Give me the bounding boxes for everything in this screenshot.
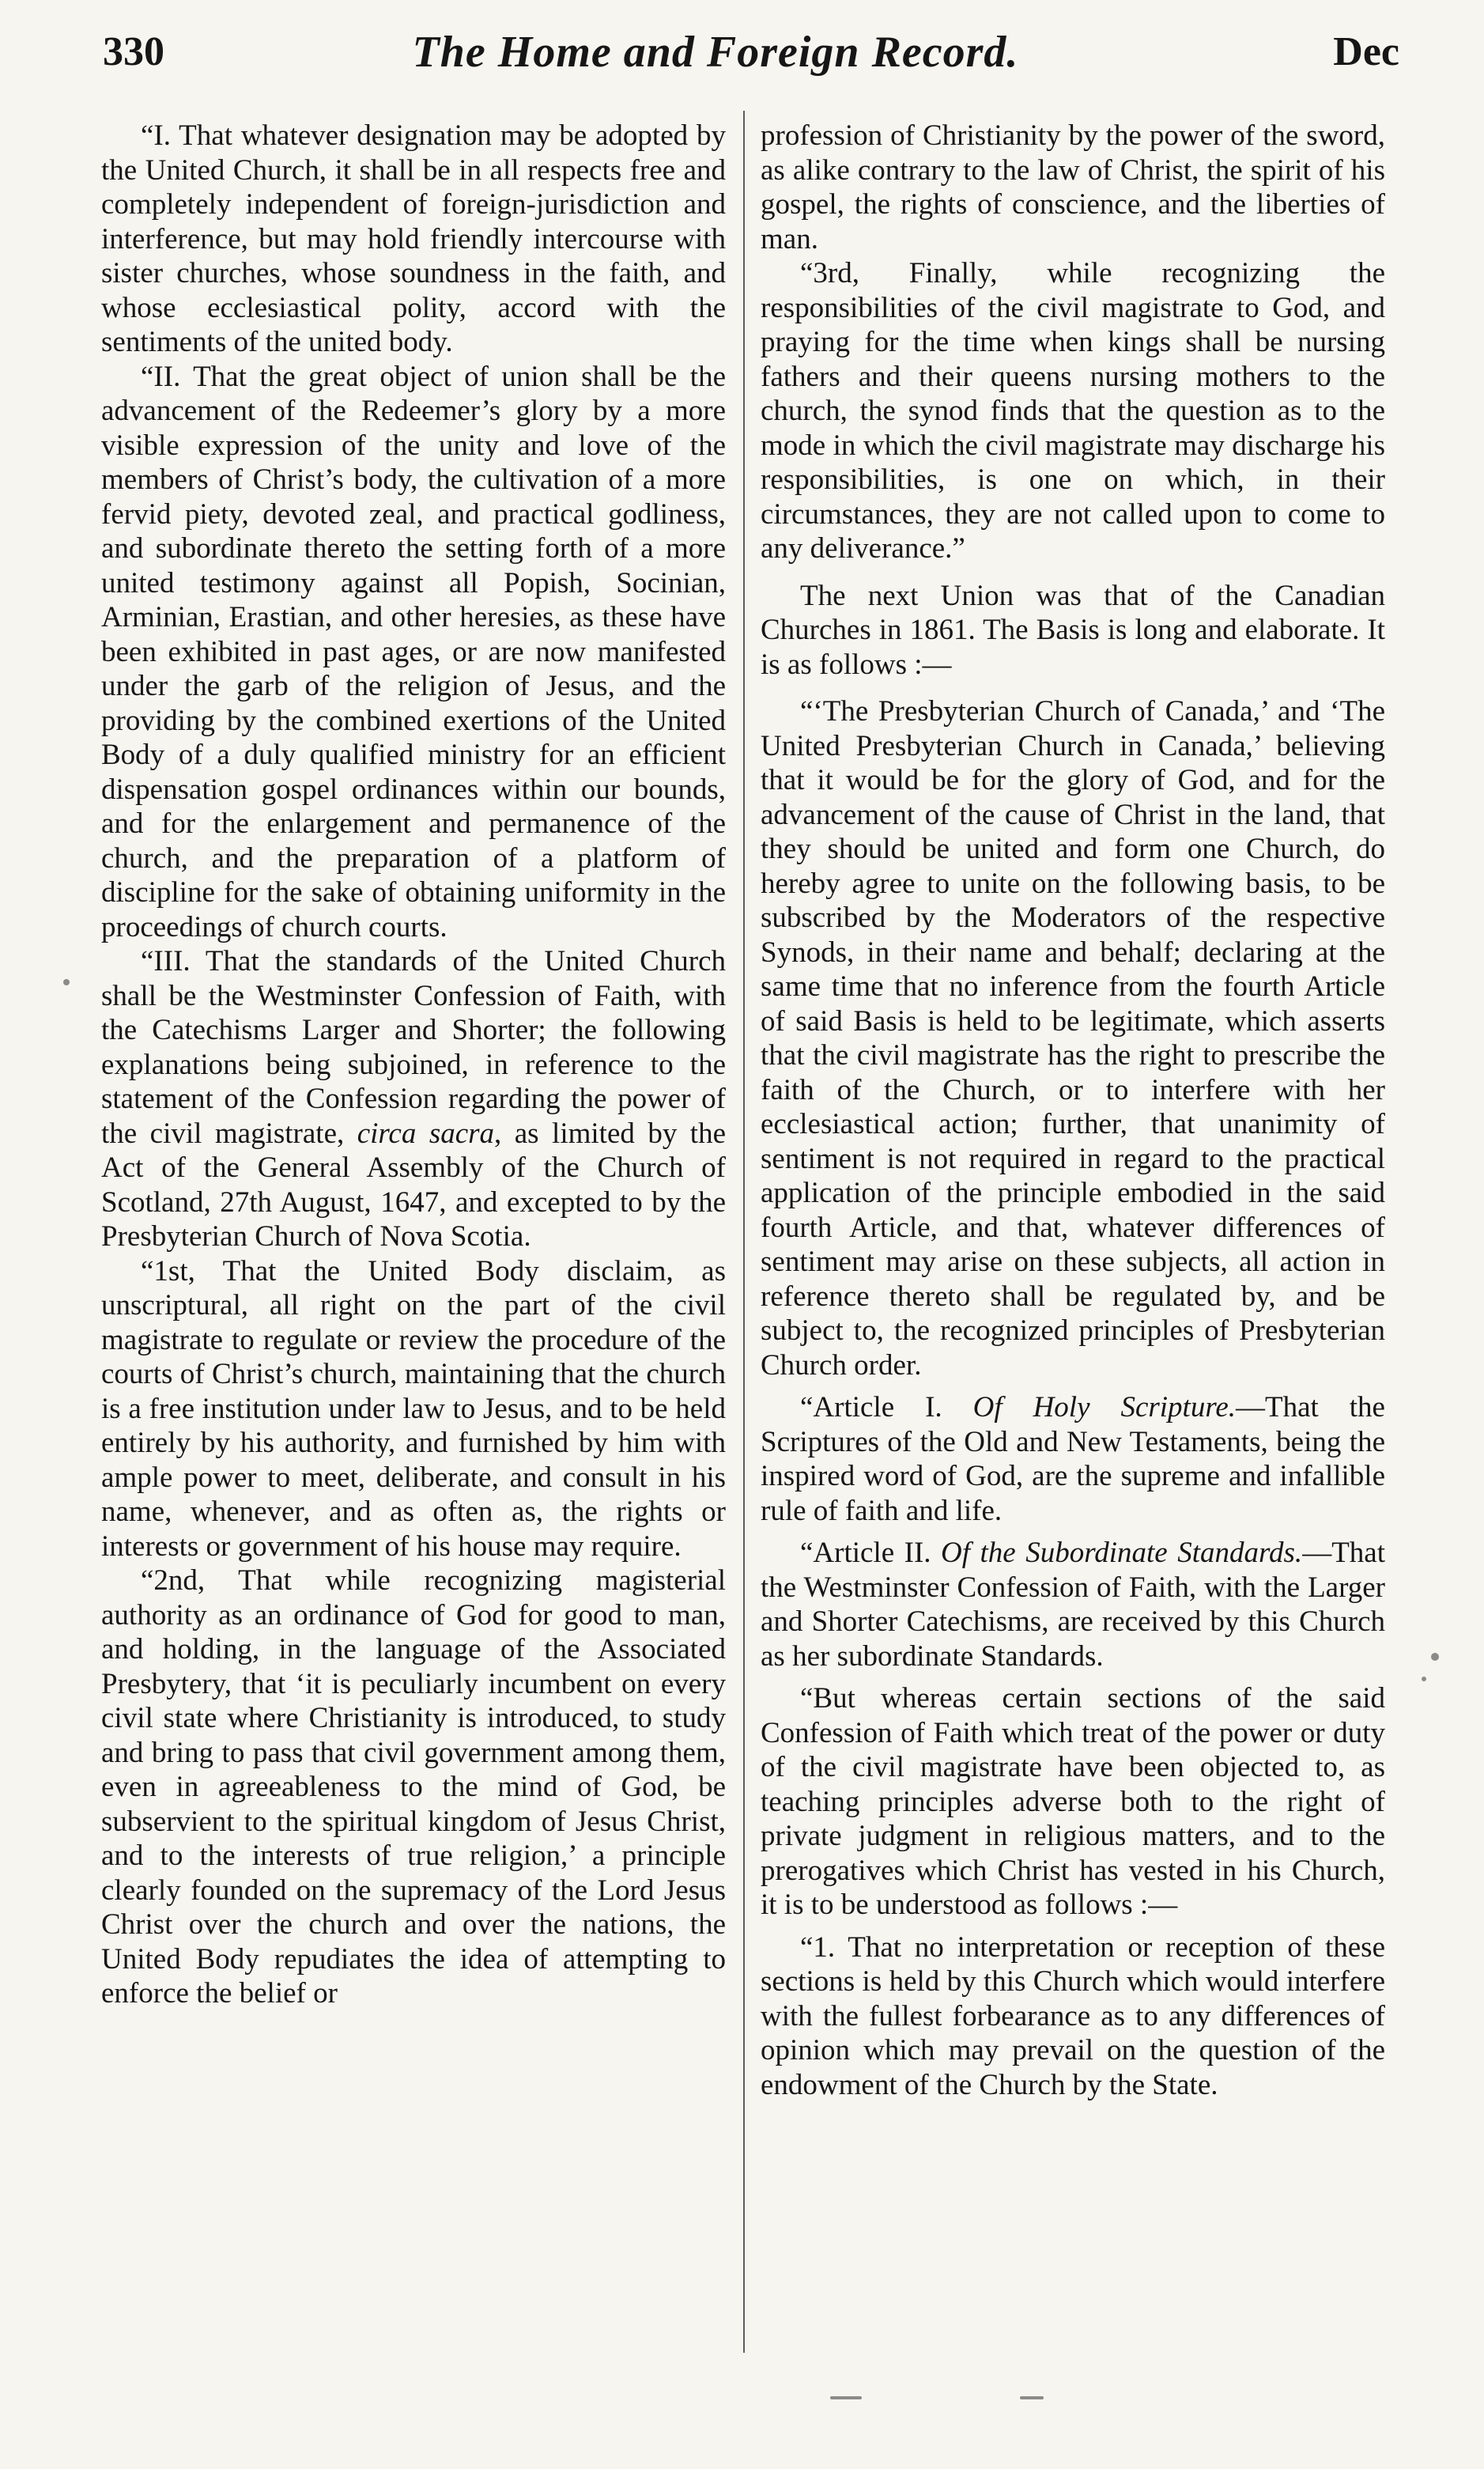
italic-heading: Of the Subordinate Standards.	[941, 1537, 1303, 1569]
right-column	[761, 119, 1385, 2341]
ink-speck	[1422, 1677, 1426, 1681]
ink-speck	[1020, 2396, 1044, 2399]
italic-heading: Of Holy Scripture.	[972, 1391, 1237, 1424]
page-header	[103, 28, 1399, 92]
page-number: 330	[103, 29, 164, 74]
ink-speck	[63, 979, 70, 985]
paragraph: “Article II. Of the Subordinate Standards.—That the Westminster Confession of Faith, with the Larger and Shorter Catechisms, are received by this Church as her subordinate Standards.	[761, 1537, 1385, 1673]
paragraph: “But whereas certain sections of the said Confession of Faith which treat of the power or duty of the civil magistrate have been objected to, as teaching principles adverse both to the right of private judgment in religious matters, and to the prerogatives which Christ has vested in his Church, it is to be understood as follows :—	[761, 1682, 1385, 1921]
paragraph: “II. That the great object of union shall be the advancement of the Redeemer’s glory by a more visible expression of the unity and love of the members of Christ’s body, the cultivation of a more fervid piety, devoted zeal, and practical godliness, and subordinate thereto the setting forth of a more united testimony against all Popish, Socinian, Arminian, Erastian, and other heresies, as these have been exhibited in past ages, or are now manifested under the garb of the religion of Jesus, and the providing by the combined exertions of the United Body of a duly qualified ministry for an efficient dispensation gospel ordinances within our bounds, and for the enlargement and permanence of the church, and the preparation of a platform of discipline for the sake of obtaining uniformity in the proceedings of church courts.	[101, 360, 726, 943]
paragraph: “3rd, Finally, while recognizing the responsibilities of the civil magistrate to God, and praying for the time when kings shall be nursing fathers and their queens nursing mothers to the church, the synod finds that the question as to the mode in which the civil magistrate may discharge his responsibilities, is one on which, in their circumstances, they are not called upon to come to any deliverance.”	[761, 257, 1385, 565]
left-column	[101, 119, 726, 2341]
paragraph: “III. That the standards of the United Church shall be the Westminster Confession of Faith, with the Catechisms Larger and Shorter; the following explanations being subjoined, in reference to the statement of the Confession regarding the power of the civil magistrate, circa sacra, as limited by the Act of the General Assembly of the Church of Scotland, 27th August, 1647, and excepted to by the Presbyterian Church of Nova Scotia.	[101, 945, 726, 1253]
column-divider	[743, 111, 745, 2353]
paragraph: “1. That no interpretation or reception of these sections is held by this Church which would interfere with the fullest forbearance as to any differences of opinion which may prevail on the question of the endowment of the Church by the State.	[761, 1930, 1385, 2101]
paragraph: “I. That whatever designation may be adopted by the United Church, it shall be in all respects free and completely independent of foreign-jurisdiction and interference, but may hold friendly intercourse with sister churches, whose soundness in the faith, and whose ecclesiastical polity, accord with the sentiments of the united body.	[101, 119, 726, 358]
paragraph: profession of Christianity by the power of the sword, as alike contrary to the law of Christ, the spirit of his gospel, the rights of conscience, and the liberties of man.	[761, 119, 1385, 255]
running-title: The Home and Foreign Record.	[412, 28, 1019, 77]
ink-speck	[1431, 1653, 1439, 1661]
paragraph: The next Union was that of the Canadian Churches in 1861. The Basis is long and elaborate. It is as follows :—	[761, 579, 1385, 681]
paragraph: “‘The Presbyterian Church of Canada,’ and ‘The United Presbyterian Church in Canada,’ believing that it would be for the glory of God, and for the advancement of the cause of Christ in the land, that they should be united and form one Church, do hereby agree to unite on the following basis, to be subscribed by the Moderators of the respective Synods, in their name and behalf; declaring at the same time that no inference from the fourth Article of said Basis is held to be legitimate, which asserts that the civil magistrate has the right to prescribe the faith of the Church, or to interfere with her ecclesiastical action; further, that unanimity of sentiment is not required in regard to the practical application of the principle embodied in the said fourth Article, and that, whatever differences of sentiment may arise on these subjects, all action in reference thereto shall be regulated by, and be subject to, the recognized principles of Presbyterian Church order.	[761, 695, 1385, 1382]
paragraph: “2nd, That while recognizing magisterial authority as an ordinance of God for good to man, and holding, in the language of the Associated Presbytery, that ‘it is peculiarly incumbent on every civil state where Christianity is introduced, to study and bring to pass that civil government among them, even in agreeableness to the mind of God, be subservient to the spiritual kingdom of Jesus Christ, and to the interests of true religion,’ a principle clearly founded on the supremacy of the Lord Jesus Christ over the church and over the nations, the United Body repudiates the idea of attempting to enforce the belief or	[101, 1564, 726, 2010]
italic-phrase: circa sacra	[357, 1117, 495, 1150]
ink-speck	[830, 2396, 862, 2399]
paragraph: “Article I. Of Holy Scripture.—That the Scriptures of the Old and New Testaments, being the inspired word of God, are the supreme and infallible rule of faith and life.	[761, 1391, 1385, 1527]
paragraph: “1st, That the United Body disclaim, as unscriptural, all right on the part of the civil magistrate to regulate or review the procedure of the courts of Christ’s church, maintaining that the church is a free institution under law to Jesus, and to be held entirely by his authority, and furnished by him with ample power to meet, deliberate, and consult in his name, whenever, and as often as, the rights or interests or government of his house may require.	[101, 1254, 726, 1563]
header-month: Dec	[1333, 29, 1399, 74]
